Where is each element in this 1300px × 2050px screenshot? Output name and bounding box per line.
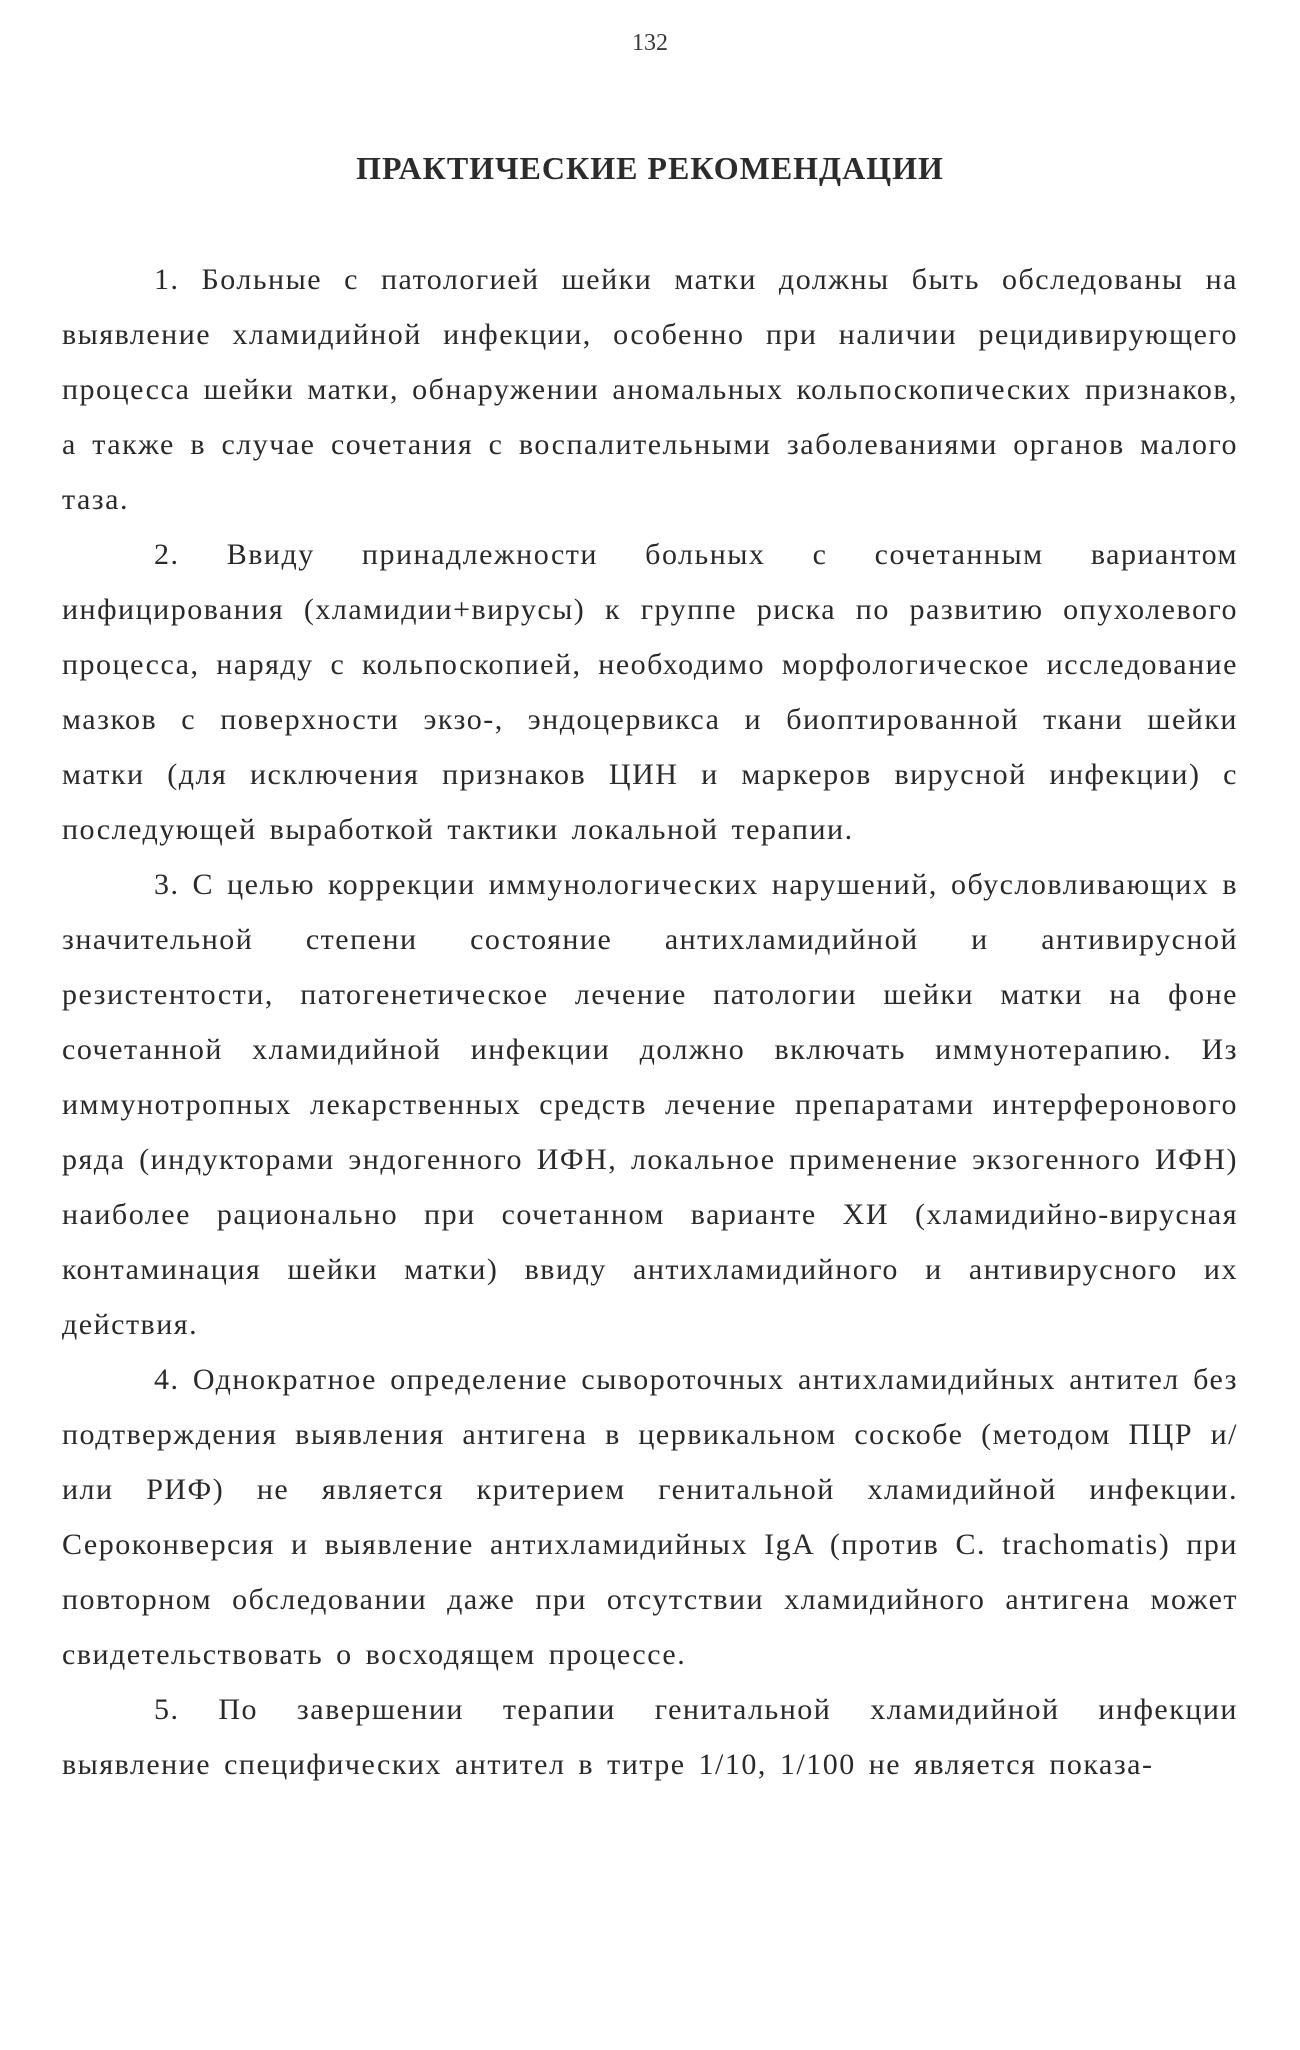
paragraph-3: 3. С целью коррекции иммунологических нарушений, обусловливающих в значительной степени состояние антихламидийной и антивирусной резистентости, патогенетическое лечение патологии шейки матки на фоне сочетанной хламидийной инфекции должно включать иммунотерапию. Из иммунотропных лекарственных средств лечение препаратами интерферонового ряда (индукторами эндогенного ИФН, локальное применение экзогенного ИФН) наиболее рационально при сочетанном варианте ХИ (хламидийно-вирусная контаминация шейки матки) ввиду антихламидийного и антивирусного их действия. — [62, 868, 1238, 1341]
page-title: ПРАКТИЧЕСКИЕ РЕКОМЕНДАЦИИ — [356, 150, 944, 186]
page-number: 132 — [632, 30, 668, 56]
paragraph-4: 4. Однократное определение сывороточных антихламидийных антител без подтверждения выявления антигена в цервикальном соскобе (методом ПЦР и/или РИФ) не является критерием генитальной хламидийной инфекции. Сероконверсия и выявление антихламидийных IgA (против C. trachomatis) при повторном обследовании даже при отсутствии хламидийного антигена может свидетельствовать о восходящем процессе. — [62, 1363, 1238, 1671]
paragraph-2: 2. Ввиду принадлежности больных с сочетанным вариантом инфицирования (хламидии+вирусы) к группе риска по развитию опухолевого процесса, наряду с кольпоскопией, необходимо морфологическое исследование мазков с поверхности экзо-, эндоцервикса и биоптированной ткани шейки матки (для исключения признаков ЦИН и маркеров вирусной инфекции) с последующей выработкой тактики локальной терапии. — [62, 538, 1238, 846]
paragraph-5: 5. По завершении терапии генитальной хламидийной инфекции выявление специфических антител в титре 1/10, 1/100 не является показа- — [62, 1693, 1238, 1781]
body-text — [62, 252, 1238, 1792]
paragraph-1: 1. Больные с патологией шейки матки должны быть обследованы на выявление хламидийной инфекции, особенно при наличии рецидивирующего процесса шейки матки, обнаружении аномальных кольпоскопических признаков, а также в случае сочетания с воспалительными заболеваниями органов малого таза. — [62, 263, 1238, 516]
